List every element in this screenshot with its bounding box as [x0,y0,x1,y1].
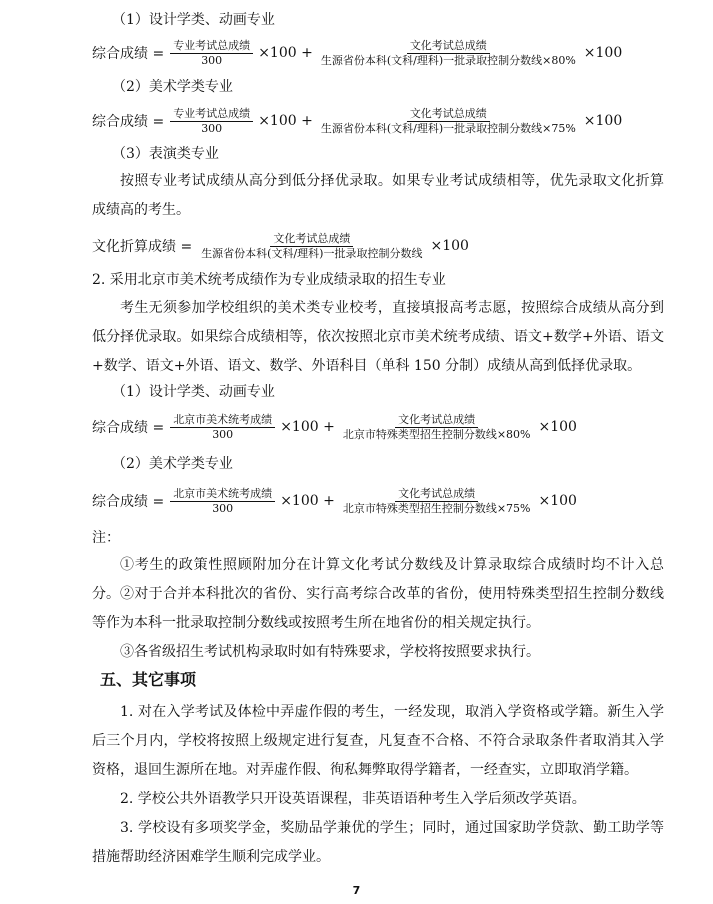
subheading-performance: （3）表演类专业 [112,146,219,162]
note-3: ③各省级招生考试机构录取时如有特殊要求，学校将按照要求执行。 [120,644,540,660]
paragraph-beijing-unified-exam: 考生无须参加学校组织的美术类专业校考，直接填报高考志愿，按照综合成绩从高分到低分择优录取。如果综合成绩相等，依次按照北京市美术统考成绩、语文+数学+外语、语文+数学、语文+外语、语文、数学、外语科目（单科 150 分制）成绩从高到低择优录取。 [92,300,664,375]
formula-design-animation-1 [92,36,625,70]
subheading-fine-arts-1: （2）美术学类专业 [112,79,233,95]
page-number: 7 [352,884,361,897]
numerator: 文化考试总成绩 [395,487,478,502]
denominator: 生源省份本科(文科/理科)一批录取控制分数线 [201,246,423,260]
numerator: 北京市美术统考成绩 [170,487,275,502]
paragraph-scholarship: 3. 学校设有多项奖学金，奖励品学兼优的学生；同时，通过国家助学贷款、勤工助学等措施帮助经济困难学生顺利完成学业。 [92,820,664,866]
denominator: 300 [212,427,234,441]
paragraph-performance-rule: 按照专业考试成绩从高分到低分择优录取。如果专业考试成绩相等，优先录取文化折算成绩高的考生。 [92,173,664,219]
formula-label: 综合成绩 = [92,46,165,62]
numerator: 专业考试总成绩 [170,39,253,54]
numerator: 北京市美术统考成绩 [170,413,275,428]
section-2-title: 2. 采用北京市美术统考成绩作为专业成绩录取的招生专业 [92,272,446,288]
notes-label: 注： [92,530,120,546]
multiplier-plus: ×100 + [258,113,313,129]
multiplier: ×100 [538,493,577,509]
multiplier-plus: ×100 + [280,493,335,509]
numerator: 文化考试总成绩 [270,232,353,247]
formula-fine-arts-1 [92,104,625,138]
section-5-heading: 五、其它事项 [100,670,197,689]
fraction-culture [318,107,579,136]
subheading-fine-arts-2: （2）美术学类专业 [112,456,233,472]
formula-label: 综合成绩 = [92,420,165,436]
formula-culture-conversion [92,229,472,263]
denominator: 300 [201,53,223,67]
numerator: 文化考试总成绩 [407,39,490,54]
formula-label: 文化折算成绩 = [92,239,193,255]
multiplier: ×100 [430,238,469,254]
numerator: 文化考试总成绩 [395,413,478,428]
numerator: 文化考试总成绩 [407,107,490,122]
multiplier-plus: ×100 + [280,419,335,435]
denominator: 北京市特殊类型招生控制分数线×75% [342,501,531,515]
multiplier: ×100 [583,113,623,129]
formula-design-animation-2 [92,410,580,444]
denominator: 生源省份本科(文科/理科)一批录取控制分数线×75% [320,121,576,135]
numerator: 专业考试总成绩 [170,107,253,122]
fraction-culture [318,39,579,68]
formula-label: 综合成绩 = [92,114,165,130]
fraction-professional [170,487,275,516]
subheading-design-animation-1: （1）设计学类、动画专业 [112,12,275,28]
note-2: ②对于合并本科批次的省份、实行高考综合改革的省份，使用特殊类型招生控制分数线等作为本科一批录取控制分数线或按照考生所在地省份的相关规定执行。 [92,586,664,632]
fraction-culture [340,487,534,516]
subheading-design-animation-2: （1）设计学类、动画专业 [112,384,275,400]
denominator: 北京市特殊类型招生控制分数线×80% [342,427,531,441]
formula-label: 综合成绩 = [92,494,165,510]
multiplier: ×100 [583,45,623,61]
multiplier: ×100 [538,419,577,435]
paragraph-foreign-language: 2. 学校公共外语教学只开设英语课程，非英语语种考生入学后须改学英语。 [120,791,586,807]
multiplier-plus: ×100 + [258,45,313,61]
fraction-professional [170,39,253,68]
note-1: ①考生的政策性照顾附加分在计算文化考试分数线及计算录取综合成绩时均不计入总分。 [92,557,664,603]
denominator: 300 [212,501,234,515]
fraction-culture [340,413,534,442]
denominator: 300 [201,121,223,135]
fraction-professional [170,413,275,442]
formula-fine-arts-2 [92,484,580,518]
fraction-professional [170,107,253,136]
fraction-culture [198,232,425,261]
denominator: 生源省份本科(文科/理科)一批录取控制分数线×80% [320,53,576,67]
paragraph-fraud-policy: 1. 对在入学考试及体检中弄虚作假的考生，一经发现，取消入学资格或学籍。新生入学后三个月内，学校将按照上级规定进行复查，凡复查不合格、不符合录取条件者取消其入学资格，退回生源所在地。对弄虚作假、徇私舞弊取得学籍者，一经查实，立即取消学籍。 [92,704,664,779]
